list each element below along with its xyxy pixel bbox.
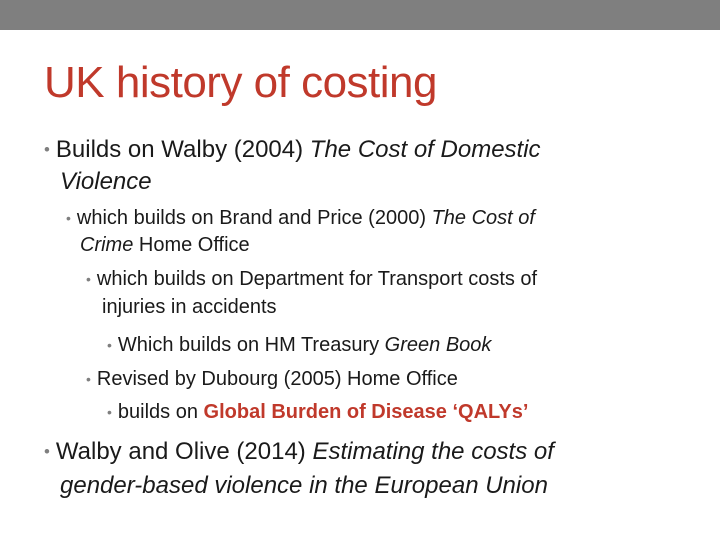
bullet-walby-olive-cont <box>60 470 548 502</box>
bullet-hm-treasury <box>107 332 491 360</box>
bullet-dot-icon: • <box>107 336 112 353</box>
bullet-dot-icon: • <box>86 370 91 387</box>
top-bar <box>0 0 720 30</box>
bullet-dubourg <box>86 366 458 394</box>
bullet-text: Walby and Olive (2014) <box>55 438 313 465</box>
bullet-dept-transport <box>86 266 537 294</box>
bullet-text: Which builds on HM Treasury <box>117 334 385 356</box>
bullet-text: Builds on Walby (2004) <box>55 136 310 163</box>
slide-title: UK history of costing <box>44 58 437 107</box>
bullet-text: Revised by Dubourg (2005) Home Office <box>96 368 458 390</box>
bullet-dot-icon: • <box>44 442 50 462</box>
bullet-dot-icon: • <box>107 403 112 420</box>
highlighted-text: Global Burden of Disease ‘QALYs’ <box>203 401 529 423</box>
bullet-dot-icon: • <box>86 270 91 287</box>
book-title: Estimating the costs of <box>312 438 554 465</box>
bullet-dot-icon: • <box>66 209 71 226</box>
bullet-brand-price-cont <box>80 232 250 259</box>
bullet-walby-2004-cont <box>60 166 152 198</box>
book-title: The Cost of <box>431 207 535 229</box>
bullet-text: injuries in accidents <box>102 296 277 318</box>
book-title: gender-based violence in the European Union <box>60 472 548 499</box>
bullet-walby-2004 <box>44 134 541 168</box>
bullet-dept-transport-cont <box>102 294 277 321</box>
bullet-text: which builds on Brand and Price (2000) <box>76 207 432 229</box>
bullet-global-burden <box>107 399 528 427</box>
bullet-dot-icon: • <box>44 140 50 160</box>
book-title: The Cost of Domestic <box>309 136 541 163</box>
book-title: Violence <box>60 168 152 195</box>
bullet-text: which builds on Department for Transport costs of <box>96 268 538 290</box>
bullet-text: builds on <box>117 401 204 423</box>
bullet-text: Home Office <box>133 234 250 256</box>
bullet-walby-olive <box>44 436 554 470</box>
bullet-brand-price <box>66 205 535 233</box>
book-title: Crime <box>80 234 134 256</box>
book-title: Green Book <box>384 334 492 356</box>
